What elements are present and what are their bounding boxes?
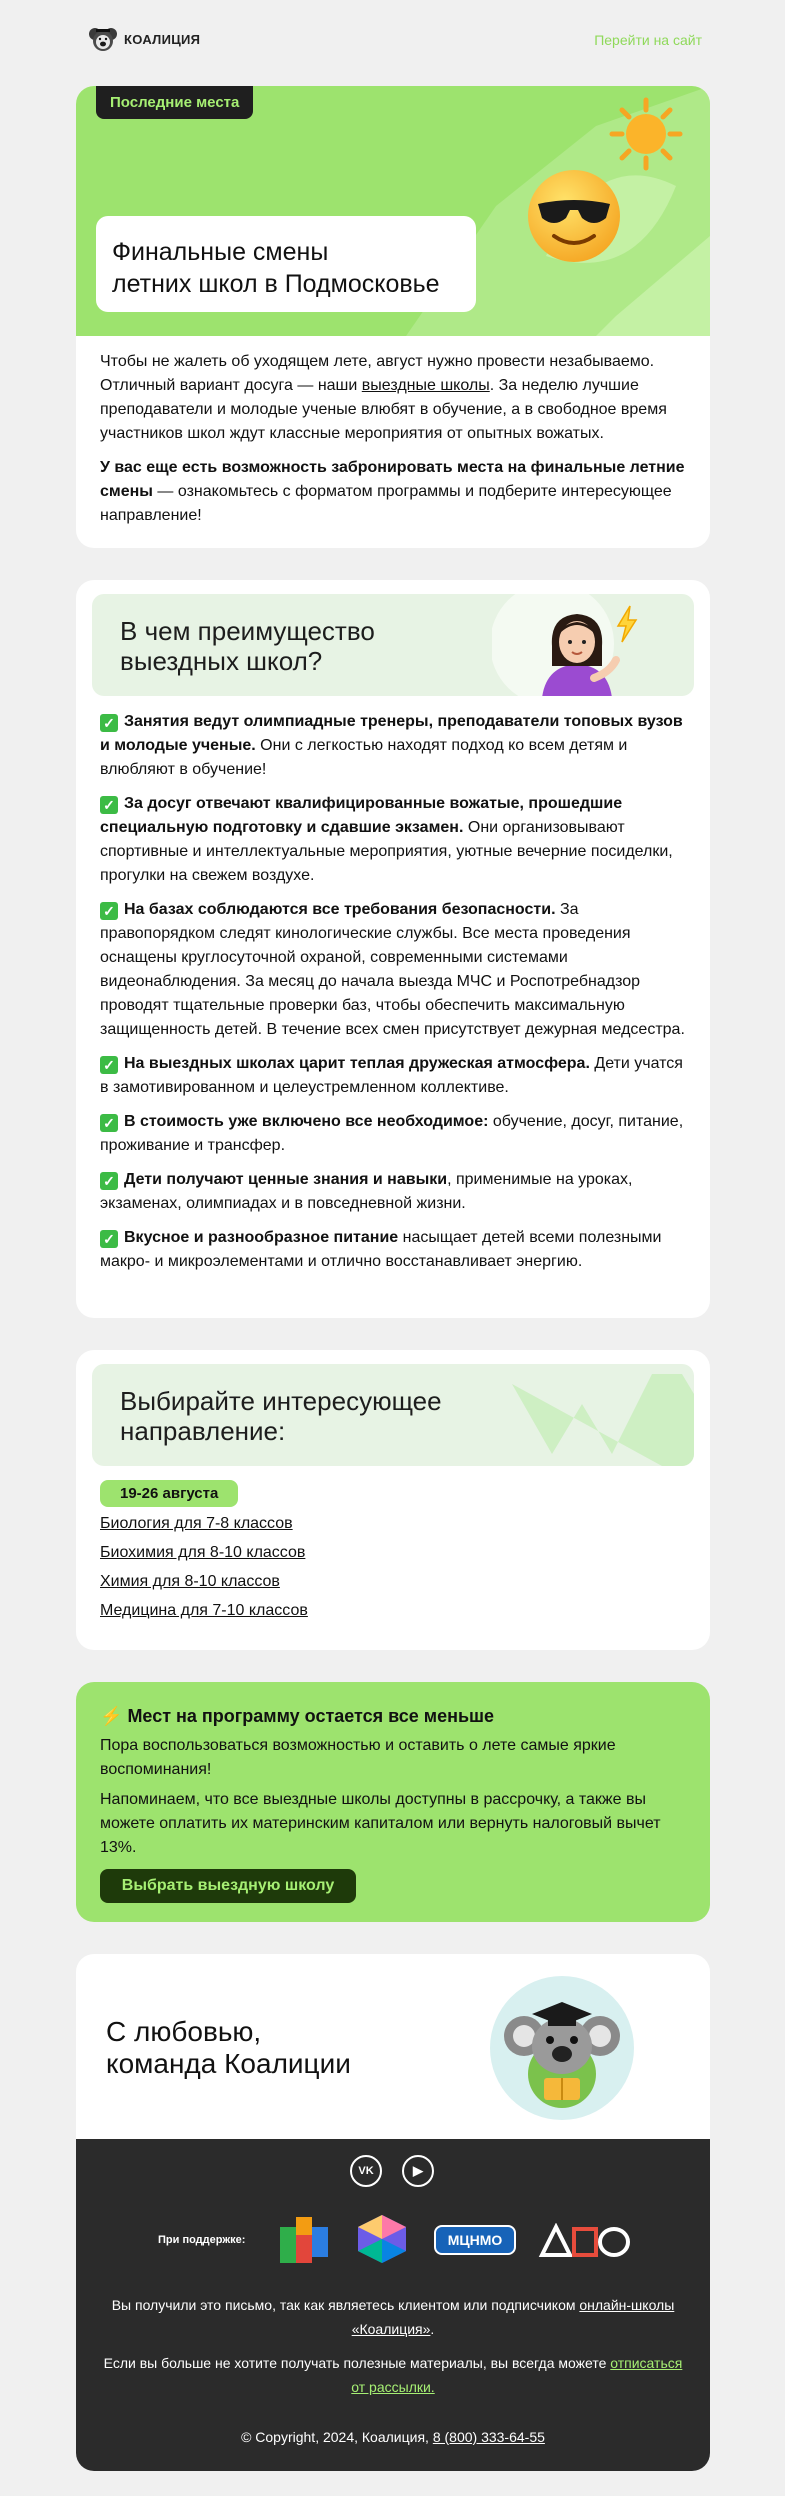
youtube-social-icon[interactable]: ▶ xyxy=(402,2155,434,2187)
hero-title-box xyxy=(96,216,476,312)
brand-logo-text: КОАЛИЦИЯ xyxy=(124,31,201,47)
direction-link-medicine[interactable]: Медицина для 7-10 классов xyxy=(100,1602,308,1619)
girl-shrug-emoji-icon xyxy=(532,606,622,696)
directions-title: Выбирайте интересующее направление: xyxy=(120,1386,442,1446)
check-mark-icon: ✓ xyxy=(100,1056,118,1074)
brand-logo[interactable] xyxy=(88,24,200,54)
sun-icon xyxy=(608,96,684,172)
advantages-title: В чем преимущество выездных школ? xyxy=(120,616,375,676)
check-mark-icon: ✓ xyxy=(100,902,118,920)
direction-link-chemistry[interactable]: Химия для 8-10 классов xyxy=(100,1573,280,1590)
outdoor-schools-link[interactable]: выездные школы xyxy=(361,377,490,394)
advantages-list xyxy=(100,710,688,1284)
hero-paragraph-1: Чтобы не жалеть об уходящем лете, август нужно провести незабываемо. Отличный вариант досуга — наши выездные школы. За неделю лучшие преподаватели и молодые ученые влюбят в обучение, а в свободное время участников школ ждут классные мероприятия от опытных вожатых. xyxy=(100,353,667,442)
advantage-item: ✓ За досуг отвечают квалифицированные вожатые, прошедшие специальную подготовку и сдавшие экзамен. Они организовывают спортивные и интеллектуальные мероприятия, уютные вечерние посиделки, прогулки на свежем воздухе. xyxy=(100,795,673,884)
direction-link-biology[interactable]: Биология для 7-8 классов xyxy=(100,1515,293,1532)
koala-logo-icon xyxy=(88,24,118,54)
advantages-header xyxy=(92,594,694,696)
advantage-item: ✓ На базах соблюдаются все требования безопасности. За правопорядком следят кинологические службы. Все места проведения оснащены круглосуточной охраной, современными системами видеонаблюдения. За месяц до начала выезда МЧС и Роспотребнадзор проводят тщательные проверки баз, чтобы обеспечить максимальную защищенность детей. В течение всех смен присутствует дежурная медсестра. xyxy=(100,901,685,1038)
directions-card xyxy=(76,1350,710,1650)
cta-card xyxy=(76,1682,710,1922)
hero-paragraph-2: У вас еще есть возможность забронировать места на финальные летние смены — ознакомьтесь с форматом программы и подберите интересующее направление! xyxy=(100,459,685,524)
unsubscribe-note: Если вы больше не хотите получать полезные материалы, вы всегда можете отписаться от рассылки. xyxy=(103,2355,683,2395)
support-label: При поддержке: xyxy=(158,2234,246,2246)
vk-social-icon[interactable]: VK xyxy=(350,2155,382,2187)
advantage-item: ✓ Дети получают ценные знания и навыки, применимые на уроках, экзаменах, олимпиадах и в повседневной жизни. xyxy=(100,1171,633,1212)
cta-title: ⚡ Мест на программу остается все меньше xyxy=(100,1706,495,1726)
goto-site-link[interactable]: Перейти на сайт xyxy=(594,32,702,48)
grant-fund-logo-icon xyxy=(276,2213,332,2265)
partner-hex-logo-icon xyxy=(354,2213,410,2265)
partner-text-logo-icon xyxy=(538,2223,634,2259)
email-footer xyxy=(76,2139,710,2471)
hero-text xyxy=(100,350,688,528)
choose-school-button[interactable]: Выбрать выездную школу xyxy=(100,1869,356,1903)
last-places-tag: Последние места xyxy=(96,86,253,119)
subscription-note: Вы получили это письмо, так как являетесь клиентом или подписчиком онлайн-школы «Коалиция». xyxy=(111,2297,675,2337)
directions-header xyxy=(92,1364,694,1466)
hero-title-line1: Финальные смены xyxy=(112,238,329,266)
advantage-item: ✓ На выездных школах царит теплая дружеская атмосфера. Дети учатся в замотивированном и целеустремленном коллективе. xyxy=(100,1055,683,1096)
mcnmo-logo: МЦНМО xyxy=(434,2225,516,2255)
check-mark-icon: ✓ xyxy=(100,796,118,814)
sunglasses-emoji-icon xyxy=(524,166,624,266)
signoff-card xyxy=(76,1954,710,2471)
direction-link-biochemistry[interactable]: Биохимия для 8-10 классов xyxy=(100,1544,306,1561)
signoff-text: С любовью, команда Коалиции xyxy=(106,2016,351,2079)
cta-paragraph-2: Напоминаем, что все выездные школы доступны в рассрочку, а также вы можете оплатить их материнским капиталом или вернуть налоговый вычет 13%. xyxy=(100,1791,661,1856)
copyright: © Copyright, 2024, Коалиция, 8 (800) 333-64-55 xyxy=(241,2429,545,2445)
check-mark-icon: ✓ xyxy=(100,1114,118,1132)
check-mark-icon: ✓ xyxy=(100,1172,118,1190)
date-badge: 19-26 августа xyxy=(100,1480,238,1507)
email-header xyxy=(88,24,702,60)
unsubscribe-link[interactable]: отписаться от рассылки. xyxy=(351,2355,683,2395)
w-shape-decoration xyxy=(512,1364,694,1466)
advantages-card xyxy=(76,580,710,1318)
hero-banner xyxy=(76,86,710,336)
advantage-item: ✓ Занятия ведут олимпиадные тренеры, преподаватели топовых вузов и молодые ученые. Они с легкостью находят подход ко всем детям и влюбляют в обучение! xyxy=(100,713,683,778)
hero-title-line2: летних школ в Подмосковье xyxy=(112,270,440,298)
koala-mascot-icon xyxy=(488,1974,636,2122)
online-school-link[interactable]: онлайн-школы «Коалиция» xyxy=(351,2297,675,2337)
lightning-icon: ⚡ xyxy=(100,1706,123,1726)
check-mark-icon: ✓ xyxy=(100,1230,118,1248)
hero-card xyxy=(76,86,710,548)
advantage-item: ✓ Вкусное и разнообразное питание насыщает детей всеми полезными макро- и микроэлементами и отлично восстанавливает энергию. xyxy=(100,1229,662,1270)
advantage-item: ✓ В стоимость уже включено все необходимое: обучение, досуг, питание, проживание и трансфер. xyxy=(100,1113,684,1154)
phone-link[interactable]: 8 (800) 333-64-55 xyxy=(432,2429,545,2445)
check-mark-icon: ✓ xyxy=(100,714,118,732)
cta-paragraph-1: Пора воспользоваться возможностью и оставить о лете самые яркие воспоминания! xyxy=(100,1737,616,1778)
